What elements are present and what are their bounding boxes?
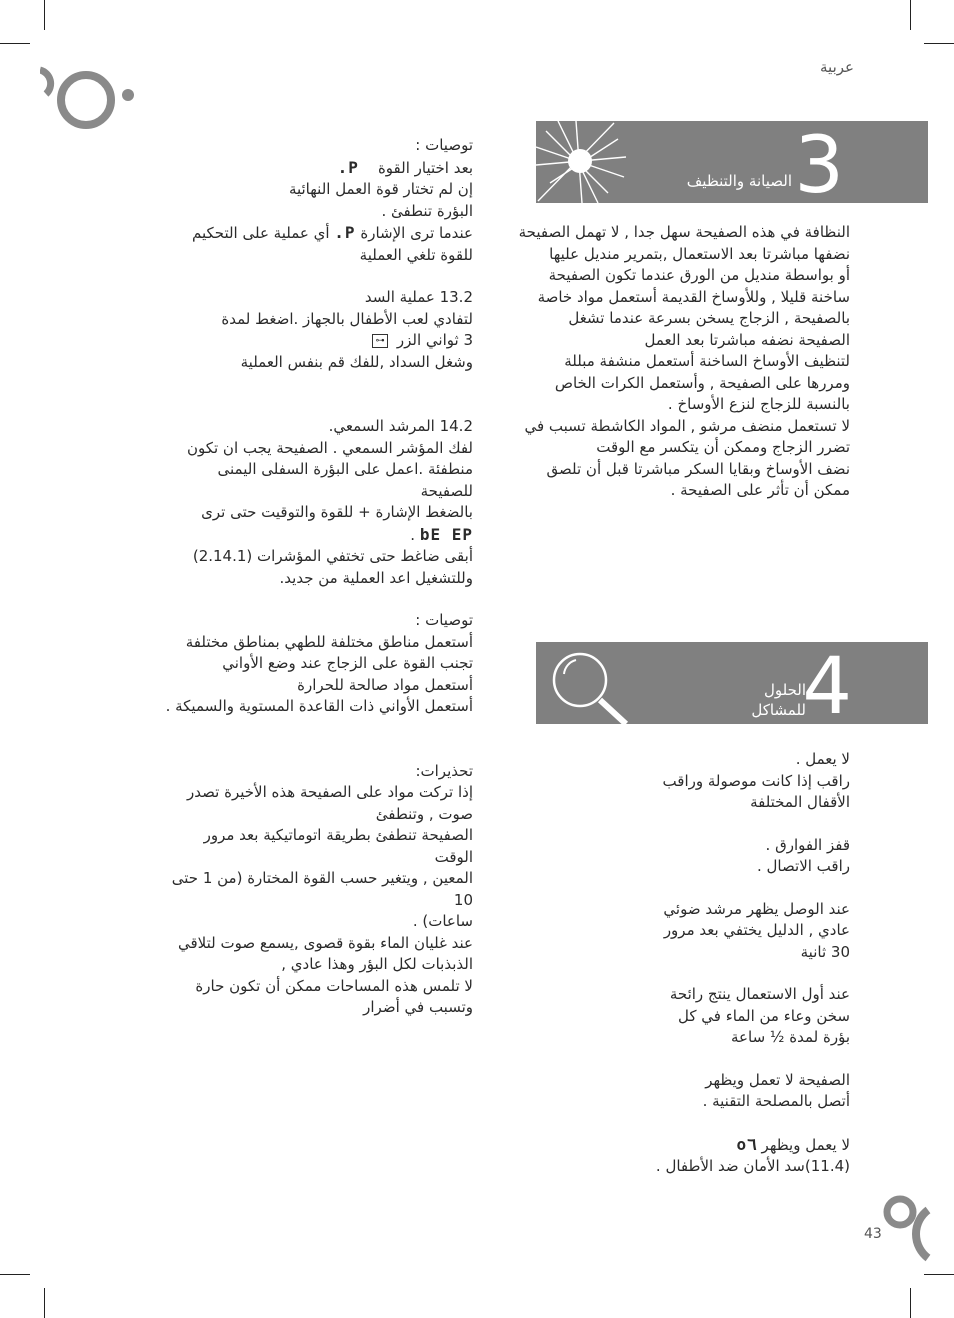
list-item: عادي , الدليل يختفي بعد مرور <box>663 921 850 939</box>
magnifier-icon <box>546 642 646 724</box>
section-4-banner <box>536 642 928 724</box>
paragraph-line <box>163 222 473 245</box>
list-item: عند أول الاستعمال ينتج رائحة <box>669 985 850 1003</box>
paragraph-line: ممكن أن تأثر على الصفيحة . <box>670 481 850 499</box>
paragraph-text: 3 ثواني الزر <box>396 331 473 349</box>
paragraph-line: أستعمل الأواني ذات القاعدة المستوية والسميكة . <box>165 697 473 715</box>
section-3-number: 3 <box>794 121 844 203</box>
paragraph-line <box>163 330 473 352</box>
paragraph-line: أو بواسطة منديل من الورق عندما تكون الصفيحة <box>548 266 850 284</box>
paragraph-line: إن لم تختار قوة العمل النهائية <box>288 180 473 198</box>
section-heading: 14.2 المرشد السمعي. <box>328 417 473 435</box>
paragraph-line: نضفها مباشرتا بعد الاستعمال ,بتمرير منديل عليها <box>549 244 850 263</box>
section-3-title: الصيانة والتنظيف <box>686 172 792 190</box>
paragraph-line: النظافة في هذه الصفيحة سهل جدا , لا تهمل الصفيحة <box>518 223 850 241</box>
paragraph-line: منطفئة .اعمل على البؤرة السفلى اليمنى للصفيحة <box>217 460 473 500</box>
warnings-title: تحذيرات: <box>415 761 473 780</box>
paragraph-line: تضرر الزجاج وممكن أن يتكسر مع الوقت <box>596 438 850 456</box>
paragraph-line: البؤرة تنطفئ . <box>381 201 473 220</box>
list-item: 30 ثانية <box>800 942 850 961</box>
paragraph-line: ساخنة قليلا , وللأوساخ القديمة أستعمل مواد خاصة <box>537 287 850 306</box>
list-item: الأقفال المختلفة <box>750 793 850 811</box>
section-3-banner <box>536 121 928 203</box>
crop-mark <box>0 43 30 44</box>
paragraph-line: أستعمل مناطق مختلفة للطهي بمناطق مختلفة <box>185 632 473 651</box>
paragraph-text: أي عملية على التحكيم <box>191 224 330 242</box>
lock-key-icon: ⊶ <box>372 334 388 348</box>
paragraph-line: بالضغط الإشارة + للقوة والتوقيت حتى ترى <box>201 503 473 521</box>
crop-mark <box>910 0 911 30</box>
paragraph-line: بالنسبة للزجاج لنزع الأوساخ . <box>667 395 850 413</box>
paragraph-line: bE EP . <box>410 524 473 544</box>
paragraph-text: عندما ترى الإشارة <box>360 224 473 242</box>
paragraph-line: إذا تركت مواد على الصفيحة هذه الأخيرة تصدر <box>187 783 473 801</box>
power-symbol: P. <box>334 223 356 242</box>
display-symbol: bE EP <box>419 524 473 544</box>
paragraph-text: بعد اختيار القوة <box>377 158 473 177</box>
list-item: (11.4)سد الأمان ضد الأطفال . <box>655 1157 850 1175</box>
section-3-body <box>510 222 850 502</box>
paragraph-line: عند غليان الماء بقوة قصوى ,يسمع صوت لتلاقي <box>177 933 473 952</box>
paragraph-line: نضف الأوساخ وبقايا السكر مباشرتا قبل أن تلصق <box>546 459 850 478</box>
paragraph-line: وشغل السداد ,للفك قم بنفس العملية <box>240 352 473 371</box>
section-heading: 13.2 عملية السد <box>364 288 473 306</box>
section-4-title <box>751 680 806 720</box>
crop-mark <box>44 1288 45 1318</box>
section-4-body <box>550 749 850 1178</box>
section-4-number: 4 <box>802 642 852 724</box>
list-item: عند الوصل يظهر مرشد ضوئي <box>663 899 850 918</box>
paragraph-line: للقوة تلغي العملية <box>359 245 473 264</box>
paragraph-line: صوت , وتنطفئ <box>375 804 473 823</box>
page-number: 43 <box>864 1226 882 1242</box>
paragraph-line: وتسبب في أضرار <box>363 998 473 1016</box>
crop-mark <box>44 0 45 30</box>
list-item <box>550 1134 850 1157</box>
list-item: الصفيحة لا تعمل ويظهر <box>705 1070 850 1089</box>
crop-mark <box>0 1274 30 1275</box>
sparkle-icon <box>536 121 656 203</box>
left-column <box>163 135 473 1019</box>
paragraph-line: الصفيحة نضفه مباشرتا بعد العمل <box>644 330 850 349</box>
paragraph-line: تجنب القوة على الزجاج عند وضع الأواني <box>222 654 473 672</box>
paragraph-line: المعين , ويتغير حسب القوة المختارة (من 1 حتى 10 <box>171 869 473 909</box>
list-item: سخن وعاء من الماء في كل <box>678 1006 850 1025</box>
list-item: راقب الاتصال . <box>757 857 850 875</box>
section-4-title-line: للمشاكل <box>751 701 806 719</box>
paragraph-line: ومررها على الصفيحة , وأستعمل الكرات الخاص <box>554 373 850 392</box>
list-item: أتصل بالمصلحة التقنية . <box>702 1092 850 1110</box>
list-item: قفز الفوارق . <box>765 835 850 854</box>
paragraph-line: بالصفيحة , الزجاج يسخن بسرعة عندما تشغل <box>568 309 850 327</box>
paragraph-line: الصفيحة تنطفئ بطريقة اتوماتيكية بعد مرور الوقت <box>203 826 473 866</box>
paragraph-line: لا تلمس هذه المساحات ممكن أن تكون حارة <box>195 976 473 995</box>
list-item-text: لا يعمل ويظهر <box>761 1135 850 1154</box>
section-4-title-line: الحلول <box>763 681 806 699</box>
list-item: بؤرة لمدة ½ ساعة <box>731 1028 850 1046</box>
paragraph-line: الذبذبات لكل البؤر وهذا عادي , <box>281 955 473 973</box>
list-item: راقب إذا كانت موصولة وراقب <box>662 771 850 790</box>
paragraph-line: وللتشغيل اعد العملية من جديد. <box>279 568 473 587</box>
list-item: لا يعمل . <box>795 750 850 768</box>
crop-mark <box>910 1288 911 1318</box>
recommendations-title: توصيات : <box>415 611 473 629</box>
paragraph-line: لتفادي لعب الأطفال بالجهاز .اضغط لمدة <box>221 309 473 328</box>
paragraph-line: لفك المؤشر السمعي . الصفيحة يجب ان تكون <box>186 438 473 457</box>
crop-mark <box>924 43 954 44</box>
paragraph-line: أبقى ضاغط حتى تختفي المؤشرات (2.14.1) <box>192 547 473 565</box>
paragraph-line: أستعمل مواد صالحة للحرارة <box>297 675 473 694</box>
paragraph-line: ساعات) . <box>412 912 473 930</box>
power-symbol: P. <box>337 157 359 177</box>
display-symbol: o٦ <box>736 1134 757 1154</box>
paragraph-line: لا تستعمل منضف مرشو , المواد الكاشطة تسبب في <box>524 416 850 435</box>
language-label: عربية <box>820 58 854 76</box>
crop-mark <box>924 1274 954 1275</box>
recommendations-title: توصيات : <box>415 136 473 154</box>
brand-logo-icon <box>882 1190 932 1262</box>
paragraph-line <box>163 157 473 180</box>
paragraph-line: لتنظيف الأوساخ الساخنة أستعمل منشفة مبللة <box>564 352 850 370</box>
brand-logo-icon <box>40 62 140 138</box>
